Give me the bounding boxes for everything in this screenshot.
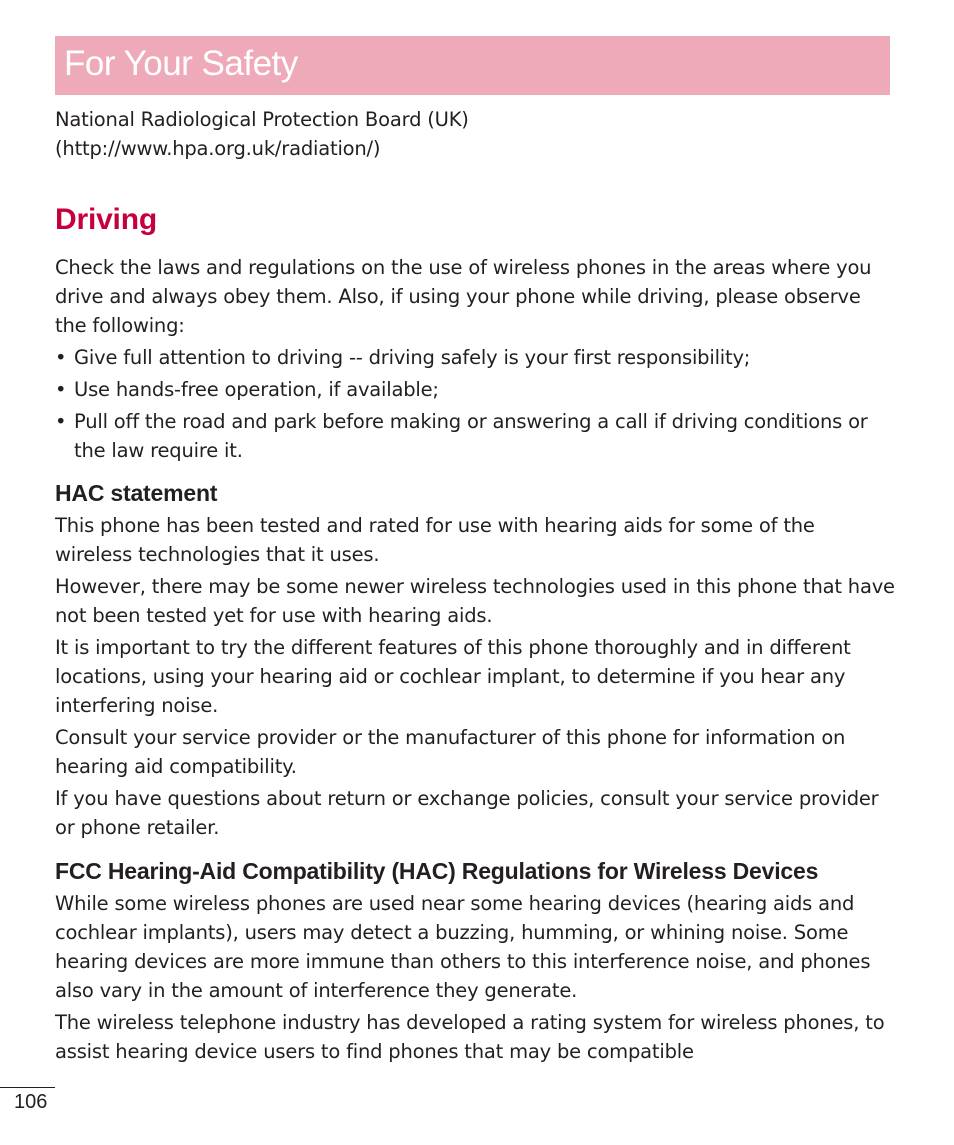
section-header-bar [55, 36, 890, 95]
list-item-text: Give full attention to driving -- driving safely is your first responsibility; [74, 346, 751, 369]
fcc-paragraph: The wireless telephone industry has developed a rating system for wireless phones, to assist hearing device users to find phones that may be compatible [55, 1011, 885, 1063]
list-item [55, 375, 895, 404]
intro-paragraph [55, 105, 895, 163]
driving-heading: Driving [55, 203, 157, 236]
bullet-icon: • [55, 378, 67, 401]
intro-url: (http://www.hpa.org.uk/radiation/) [55, 137, 381, 160]
driving-bullet-list [55, 343, 895, 465]
page-content [55, 105, 895, 1066]
hac-paragraph: However, there may be some newer wireless technologies used in this phone that have not been tested yet for use with hearing aids. [55, 575, 895, 627]
bullet-icon: • [55, 346, 67, 369]
list-item [55, 407, 895, 465]
list-item-text: Use hands-free operation, if available; [74, 378, 439, 401]
bullet-icon: • [55, 410, 67, 433]
page-number: 106 [14, 1091, 48, 1113]
hac-paragraph: It is important to try the different features of this phone thoroughly and in different locations, using your hearing aid or cochlear implant, to determine if you hear any interfering noise. [55, 636, 851, 717]
intro-line-1: National Radiological Protection Board (UK) [55, 108, 469, 131]
section-title: For Your Safety [64, 44, 298, 83]
hac-paragraph: This phone has been tested and rated for use with hearing aids for some of the wireless technologies that it uses. [55, 514, 815, 566]
list-item-text: Pull off the road and park before making or answering a call if driving conditions or the law require it. [74, 410, 868, 462]
page-number-rule [0, 1087, 55, 1088]
list-item [55, 343, 895, 372]
hac-paragraph: If you have questions about return or exchange policies, consult your service provider or phone retailer. [55, 787, 879, 839]
hac-paragraph: Consult your service provider or the manufacturer of this phone for information on hearing aid compatibility. [55, 726, 846, 778]
fcc-heading: FCC Hearing-Aid Compatibility (HAC) Regulations for Wireless Devices [55, 858, 819, 884]
driving-paragraph: Check the laws and regulations on the use of wireless phones in the areas where you drive and always obey them. Also, if using your phone while driving, please observe the following: [55, 256, 872, 337]
fcc-paragraph: While some wireless phones are used near some hearing devices (hearing aids and cochlear implants), users may detect a buzzing, humming, or whining noise. Some hearing devices are more immune than others to this interference noise, and phones also vary in the amount of interference they generate. [55, 892, 871, 1002]
hac-heading: HAC statement [55, 480, 218, 506]
